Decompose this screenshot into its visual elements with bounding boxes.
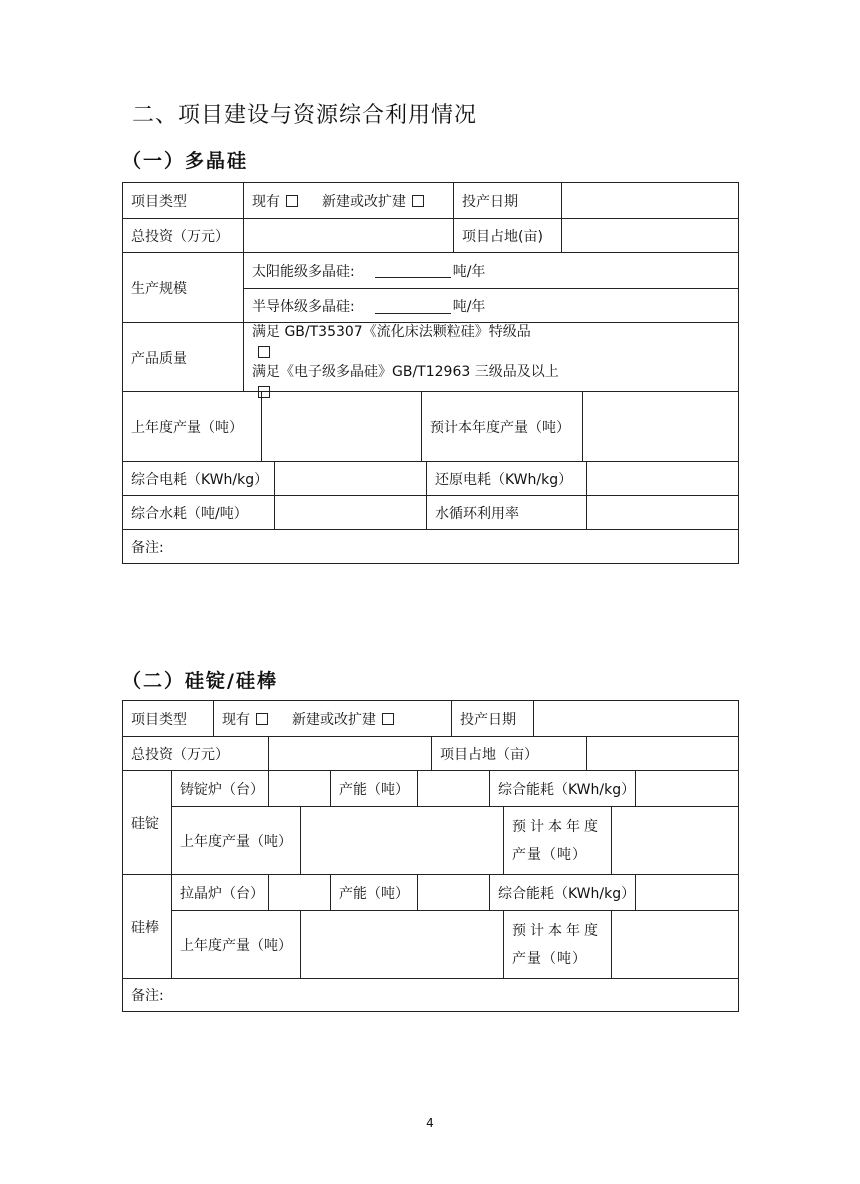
last-year-output-field[interactable]: [300, 910, 503, 979]
expected-output-line2: 产量（吨）: [512, 847, 587, 863]
page-number: 4: [426, 1116, 434, 1130]
table-row: [123, 701, 738, 736]
water-recycle-field[interactable]: [586, 496, 738, 530]
option-existing-label: 现有: [252, 193, 280, 210]
crystal-furnace-label: 拉晶炉（台）: [171, 875, 268, 910]
expected-output-line2: 产量（吨）: [512, 951, 587, 967]
land-area-label: 项目占地(亩): [453, 219, 561, 253]
option-new-label: 新建或改扩建: [292, 711, 376, 728]
quality-label: 产品质量: [131, 350, 187, 367]
expected-output-field[interactable]: [611, 806, 738, 875]
last-year-output-field[interactable]: [261, 392, 421, 462]
expected-output-field[interactable]: [611, 910, 738, 979]
last-year-output-label: 上年度产量（吨）: [131, 420, 243, 436]
project-type-options: [243, 183, 453, 218]
last-year-output-field[interactable]: [300, 806, 503, 875]
existing-checkbox[interactable]: [256, 713, 268, 725]
total-investment-field[interactable]: [243, 219, 453, 253]
expected-output-label: [503, 806, 611, 875]
ingot-table: [122, 700, 739, 1012]
energy-field[interactable]: [635, 771, 738, 806]
rod-block: [123, 874, 738, 979]
solar-grade-blank[interactable]: [375, 263, 451, 278]
energy-label: 综合能耗（KWh/kg）: [489, 771, 635, 806]
semi-grade-blank[interactable]: [375, 299, 451, 314]
remark-field[interactable]: [123, 530, 738, 563]
casting-furnace-field[interactable]: [268, 771, 330, 806]
quality-1-checkbox[interactable]: [258, 346, 270, 358]
reduction-power-field[interactable]: [586, 462, 738, 496]
expected-output-field[interactable]: [582, 392, 738, 462]
new-expand-checkbox[interactable]: [412, 195, 424, 207]
last-year-output-label: 上年度产量（吨）: [171, 806, 300, 875]
table-row: [123, 183, 738, 218]
casting-furnace-label: 铸锭炉（台）: [171, 771, 268, 806]
quality-options: [243, 323, 738, 392]
table-row: [123, 736, 738, 771]
polysilicon-title: （一）多晶硅: [122, 150, 249, 172]
table-row: [123, 978, 738, 1011]
table-row: [123, 495, 738, 530]
ingot-title: （二）硅锭/硅棒: [122, 670, 278, 692]
existing-checkbox[interactable]: [286, 195, 298, 207]
rod-label: 硅棒: [131, 920, 159, 936]
project-type-label: 项目类型: [131, 193, 187, 210]
total-investment-label: 总投资（万元）: [131, 229, 229, 245]
start-date-field[interactable]: [533, 701, 738, 736]
solar-grade-row: [243, 253, 738, 288]
water-label: 综合水耗（吨/吨）: [131, 506, 248, 522]
capacity-field[interactable]: [417, 875, 489, 910]
expected-output-line1: 预计本年度: [512, 819, 602, 835]
unit-label: 吨/年: [452, 299, 486, 315]
water-recycle-label: 水循环利用率: [426, 496, 586, 530]
quality-option-1: 满足 GB/T35307《流化床法颗粒硅》特级品: [252, 323, 531, 340]
crystal-furnace-field[interactable]: [268, 875, 330, 910]
land-area-label: 项目占地（亩）: [431, 737, 586, 771]
ingot-label: 硅锭: [131, 816, 159, 832]
land-area-field[interactable]: [586, 737, 738, 771]
start-date-field[interactable]: [561, 183, 738, 218]
water-field[interactable]: [274, 496, 426, 530]
power-field[interactable]: [274, 462, 426, 496]
capacity-label: 产能（吨）: [330, 771, 417, 806]
capacity-label: 产能（吨）: [330, 875, 417, 910]
expected-output-line1: 预计本年度: [512, 923, 602, 939]
reduction-power-label: 还原电耗（KWh/kg）: [426, 462, 586, 496]
remark-label: 备注:: [131, 539, 164, 556]
energy-field[interactable]: [635, 875, 738, 910]
land-area-field[interactable]: [561, 219, 738, 253]
table-row: [123, 252, 738, 323]
semi-grade-label: 半导体级多晶硅:: [252, 299, 355, 315]
ingot-block: [123, 770, 738, 875]
scale-label: 生产规模: [131, 281, 187, 297]
start-date-label: 投产日期: [453, 183, 561, 218]
new-expand-checkbox[interactable]: [382, 713, 394, 725]
remark-field[interactable]: [123, 979, 738, 1011]
expected-output-label: 预计本年度产量（吨）: [421, 392, 582, 462]
energy-label: 综合能耗（KWh/kg）: [489, 875, 635, 910]
unit-label: 吨/年: [452, 263, 486, 280]
section-title: 二、项目建设与资源综合利用情况: [132, 103, 478, 128]
polysilicon-table: [122, 182, 739, 564]
option-new-label: 新建或改扩建: [322, 193, 406, 210]
table-row: [123, 218, 738, 253]
start-date-label: 投产日期: [451, 701, 533, 736]
solar-grade-label: 太阳能级多晶硅:: [252, 263, 355, 280]
table-row: [123, 322, 738, 392]
project-type-options: [213, 701, 451, 736]
table-row: [123, 529, 738, 563]
power-label: 综合电耗（KWh/kg）: [131, 472, 269, 488]
table-row: [123, 391, 738, 462]
project-type-label: 项目类型: [131, 711, 187, 728]
total-investment-field[interactable]: [268, 737, 431, 771]
option-existing-label: 现有: [222, 711, 250, 728]
expected-output-label: [503, 910, 611, 979]
last-year-output-label: 上年度产量（吨）: [171, 910, 300, 979]
quality-option-2: 满足《电子级多晶硅》GB/T12963 三级品及以上: [252, 363, 559, 380]
table-row: [123, 461, 738, 496]
capacity-field[interactable]: [417, 771, 489, 806]
total-investment-label: 总投资（万元）: [131, 747, 229, 763]
remark-label: 备注:: [131, 988, 164, 1004]
